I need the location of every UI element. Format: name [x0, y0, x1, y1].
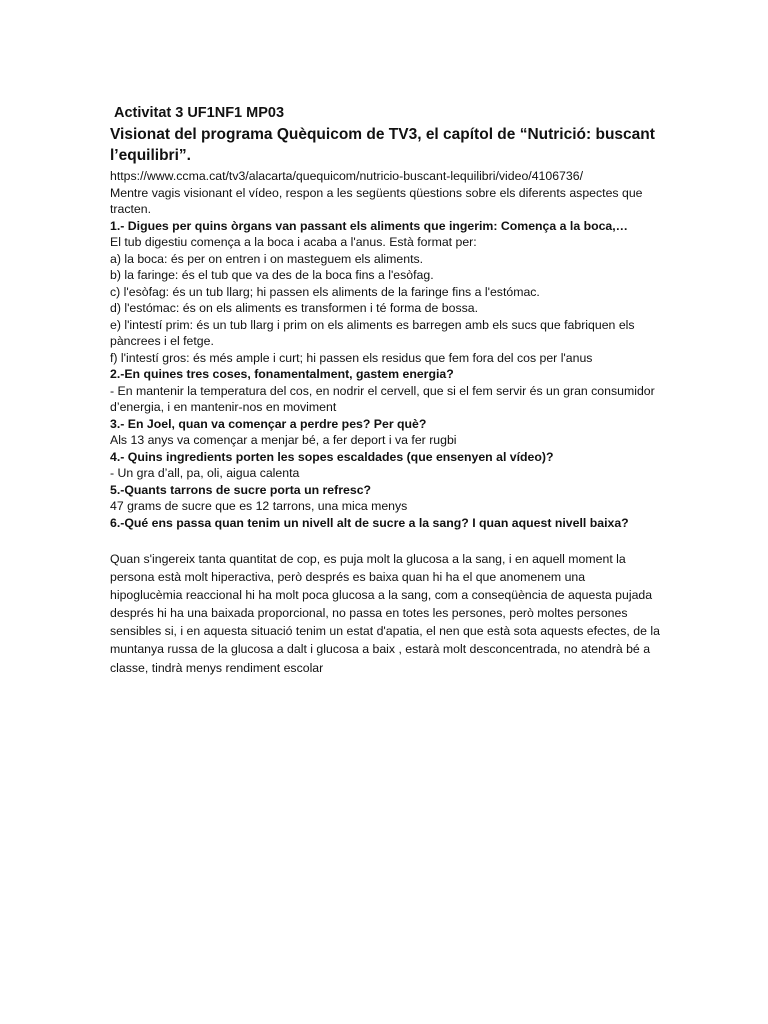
document-title: Visionat del programa Quèquicom de TV3, el capítol de “Nutrició: buscant l’equilibri”. — [110, 126, 655, 164]
activity-heading: Activitat 3 UF1NF1 MP03 — [114, 105, 285, 121]
answer-1-intro: El tub digestiu comença a la boca i acaba a l'anus. Està format per: — [110, 235, 477, 249]
answer-5: 47 grams de sucre que es 12 tarrons, una mica menys — [110, 499, 408, 513]
question-2: 2.-En quines tres coses, fonamentalment, gastem energia? — [110, 367, 454, 381]
answer-1-item-a: a) la boca: és per on entren i on masteguem els aliments. — [110, 251, 424, 266]
document-page — [110, 104, 660, 677]
question-1: 1.- Digues per quins òrgans van passant els aliments que ingerim: Comença a la boca,… — [110, 218, 628, 233]
question-6: 6.-Qué ens passa quan tenim un nivell alt de sucre a la sang? I quan aquest nivell baixa? — [110, 515, 629, 530]
answer-1-item-f: f) l'intestí gros: és més ample i curt; hi passen els residus que fem fora del cos per l'anus — [110, 350, 593, 365]
answer-1-item-d: d) l'estómac: és on els aliments es transformen i té forma de bossa. — [110, 301, 478, 315]
answer-1-item-e: e) l'intestí prim: és un tub llarg i prim on els aliments es barregen amb els sucs que fabriquen els pàncrees i el fetge. — [110, 317, 635, 348]
answer-3: Als 13 anys va començar a menjar bé, a fer deport i va fer rugbi — [110, 433, 457, 447]
answer-4: - Un gra d’all, pa, oli, aigua calenta — [110, 466, 300, 480]
answer-2: - En mantenir la temperatura del cos, en nodrir el cervell, que si el fem servir és un gran consumidor d’energia, i en mantenir-nos en moviment — [110, 383, 655, 414]
video-url: https://www.ccma.cat/tv3/alacarta/quequicom/nutricio-buscant-lequilibri/video/4106736/ — [110, 169, 583, 183]
answer-1-item-b: b) la faringe: és el tub que va des de la boca fins a l'esòfag. — [110, 268, 434, 282]
question-4: 4.- Quins ingredients porten les sopes escaldades (que ensenyen al vídeo)? — [110, 449, 554, 464]
intro-text: Mentre vagis visionant el vídeo, respon a les següents qüestions sobre els diferents aspectes que tracten. — [110, 185, 643, 216]
question-5: 5.-Quants tarrons de sucre porta un refresc? — [110, 482, 372, 497]
answer-6: Quan s'ingereix tanta quantitat de cop, es puja molt la glucosa a la sang, i en aquell moment la persona està molt hiperactiva, però després es baixa quan hi ha el que anomenem una hipoglucèmia reaccional hi ha molt poca glucosa a la sang, com a conseqüència de aquesta pujada després hi ha una baixada proporcional, no passa en totes les persones, però moltes persones sensibles si, i en aquesta situació tenim un estat d'apatia, el nen que està sota aquests efectes, de la muntanya russa de la glucosa a dalt i glucosa a baix , estarà molt desconcentrada, no atendrà bé a classe, tindrà menys rendiment escolar — [110, 552, 660, 675]
question-3: 3.- En Joel, quan va començar a perdre pes? Per què? — [110, 416, 427, 431]
answer-1-item-c: c) l'esòfag: és un tub llarg; hi passen els aliments de la faringe fins a l'estómac. — [110, 284, 540, 299]
